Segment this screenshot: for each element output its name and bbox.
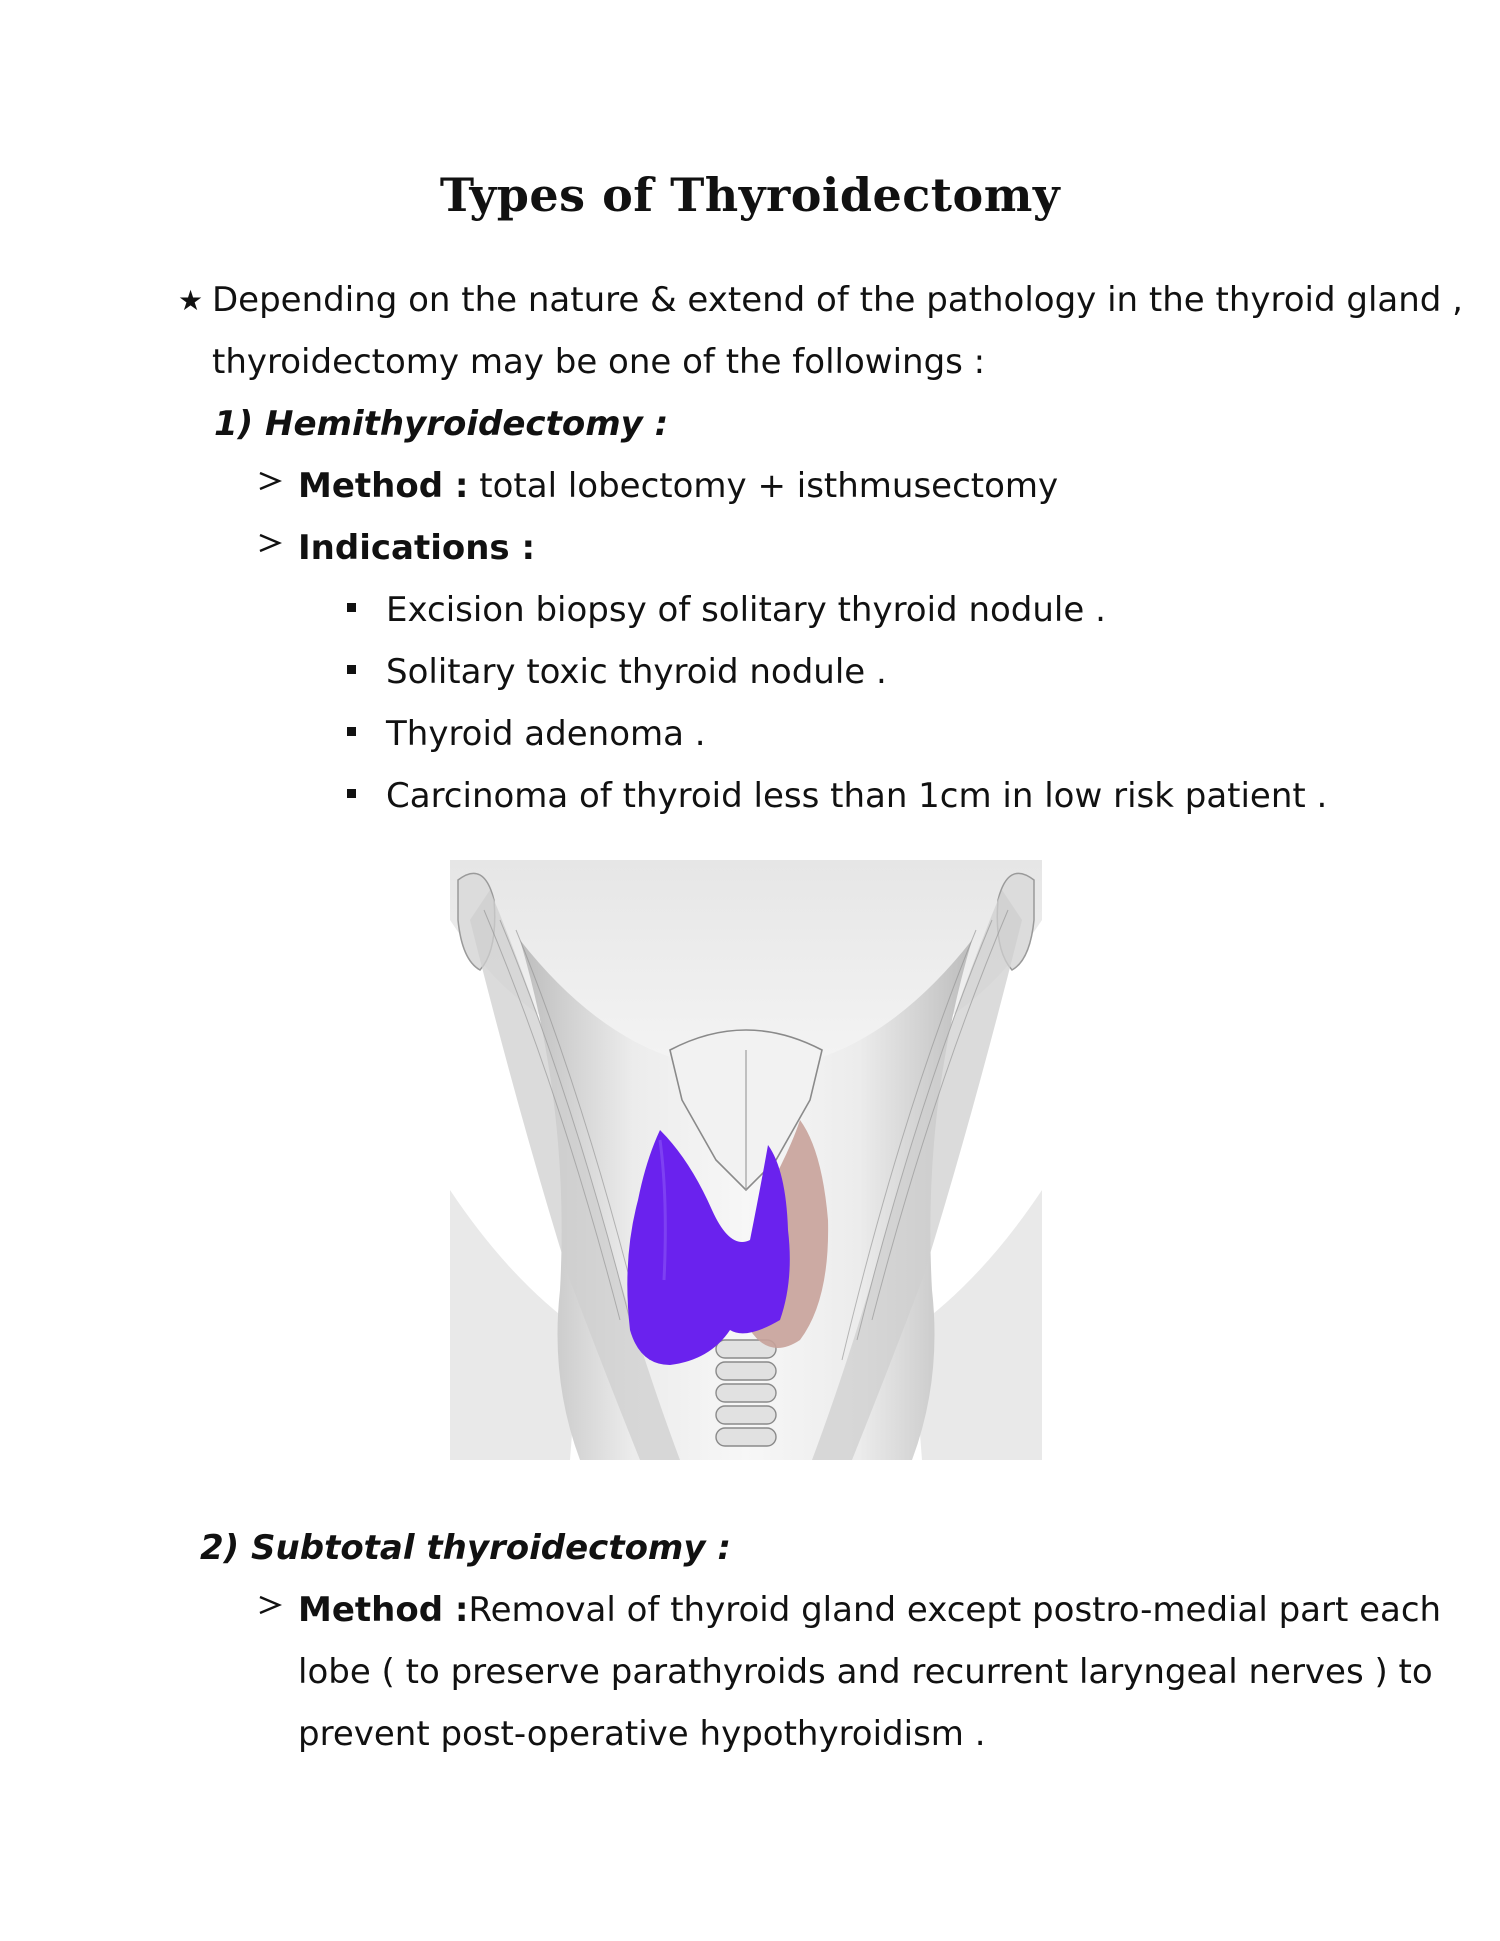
section-2-heading: 2) Subtotal thyroidectomy : [200, 1528, 731, 1568]
indication-item: Carcinoma of thyroid less than 1cm in low risk patient . [386, 776, 1328, 816]
indications-label: Indications : [298, 528, 536, 568]
square-bullet-icon [347, 603, 356, 612]
section-1-method [298, 466, 1058, 506]
arrow-bullet-icon [258, 471, 282, 491]
intro-line-2: thyroidectomy may be one of the followings : [212, 342, 986, 382]
star-icon: ★ [178, 284, 204, 317]
indication-item: Excision biopsy of solitary thyroid nodule . [386, 590, 1106, 630]
intro-line-1: Depending on the nature & extend of the pathology in the thyroid gland , [212, 280, 1463, 320]
section-1-heading: 1) Hemithyroidectomy : [214, 404, 669, 444]
arrow-bullet-icon [258, 533, 282, 553]
section-2-method [298, 1590, 1441, 1630]
method-text-continued: lobe ( to preserve parathyroids and recurrent laryngeal nerves ) to [298, 1652, 1433, 1692]
method-text-continued: prevent post-operative hypothyroidism . [298, 1714, 986, 1754]
method-label: Method : [298, 466, 469, 506]
indication-item: Thyroid adenoma . [386, 714, 706, 754]
method-label: Method : [298, 1590, 469, 1630]
method-text: total lobectomy + isthmusectomy [468, 466, 1059, 506]
square-bullet-icon [347, 727, 356, 736]
indication-item: Solitary toxic thyroid nodule . [386, 652, 887, 692]
arrow-bullet-icon [258, 1595, 282, 1615]
method-text: Removal of thyroid gland except postro-medial part each [468, 1590, 1442, 1630]
thyroid-illustration [450, 860, 1042, 1460]
square-bullet-icon [347, 789, 356, 798]
page-title: Types of Thyroidectomy [439, 168, 1061, 222]
square-bullet-icon [347, 665, 356, 674]
